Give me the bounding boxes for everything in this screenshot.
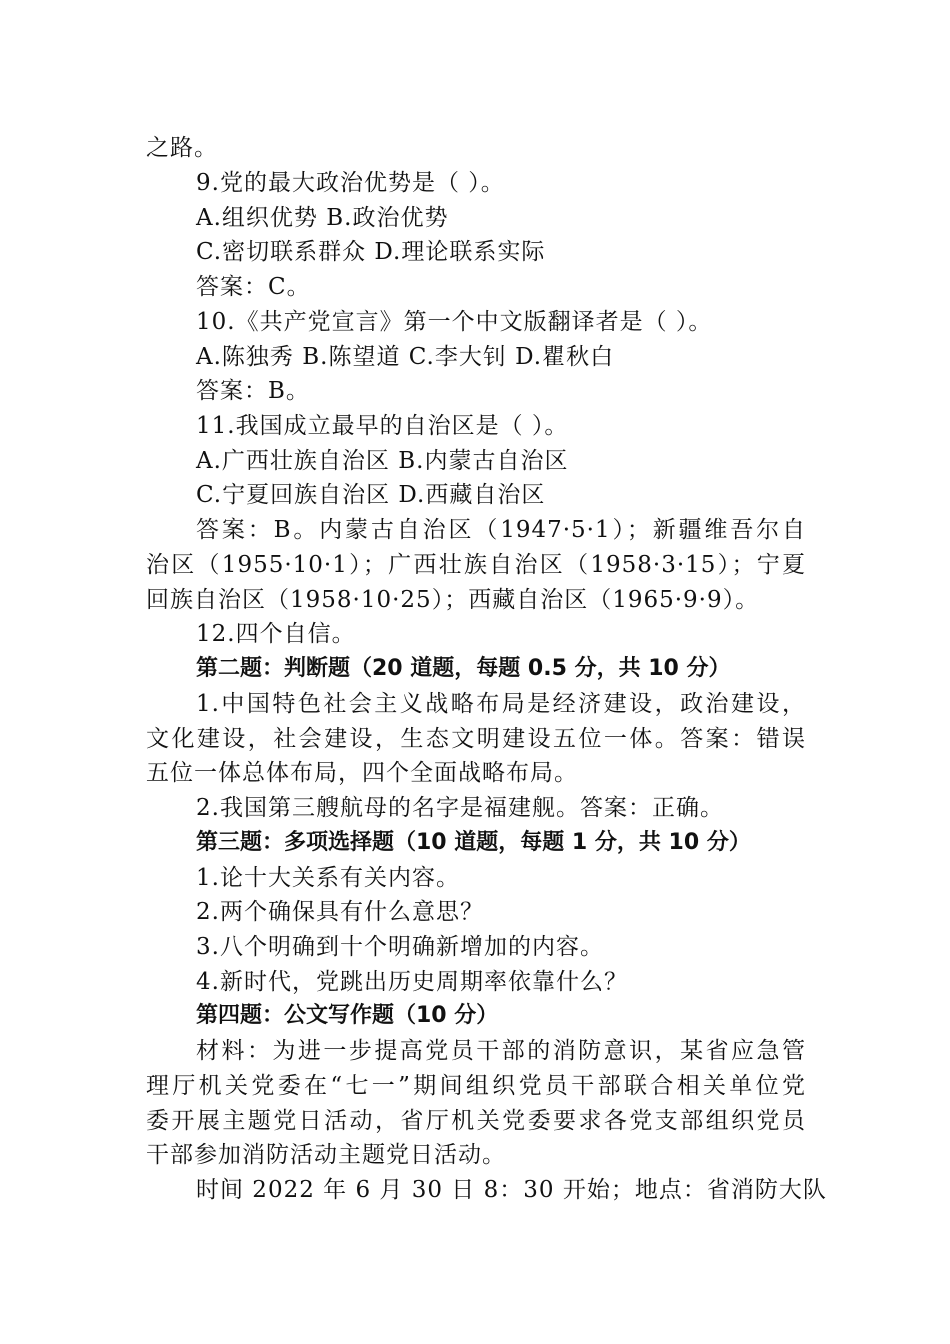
text-line: 之路。 <box>146 135 218 161</box>
question-10-options: A.陈独秀 B.陈望道 C.李大钊 D.瞿秋白 <box>196 344 615 370</box>
question-11-answer-cont: 治区（1955·10·1）；广西壮族自治区（1958·3·15）；宁夏 <box>146 552 806 578</box>
question-11-options-ab: A.广西壮族自治区 B.内蒙古自治区 <box>196 448 569 474</box>
question-12: 12.四个自信。 <box>196 621 356 647</box>
question-10-answer: 答案：B。 <box>196 378 310 404</box>
time-location-line: 时间 2022 年 6 月 30 日 8：30 开始；地点：省消防大队 <box>196 1177 827 1203</box>
question-11: 11.我国成立最早的自治区是（ ）。 <box>196 413 569 439</box>
section-heading-4: 第四题：公文写作题（10 分） <box>196 1003 499 1028</box>
question-9: 9.党的最大政治优势是（ ）。 <box>196 170 505 196</box>
question-9-options-ab: A.组织优势 B.政治优势 <box>196 205 449 231</box>
question-9-options-cd: C.密切联系群众 D.理论联系实际 <box>196 239 546 265</box>
question-11-options-cd: C.宁夏回族自治区 D.西藏自治区 <box>196 482 546 508</box>
judge-item-2: 2.我国第三艘航母的名字是福建舰。答案：正确。 <box>196 795 724 821</box>
multi-item-2: 2.两个确保具有什么意思？ <box>196 899 484 925</box>
question-10: 10.《共产党宣言》第一个中文版翻译者是（ ）。 <box>196 309 713 335</box>
question-11-answer: 答案：B。内蒙古自治区（1947·5·1）；新疆维吾尔自 <box>196 517 806 543</box>
judge-item-1-cont: 文化建设，社会建设，生态文明建设五位一体。答案：错误 <box>146 726 806 752</box>
material-paragraph-cont: 委开展主题党日活动，省厅机关党委要求各党支部组织党员 <box>146 1108 806 1134</box>
multi-item-4: 4.新时代，党跳出历史周期率依靠什么？ <box>196 969 628 995</box>
multi-item-3: 3.八个明确到十个明确新增加的内容。 <box>196 934 604 960</box>
judge-item-1: 1.中国特色社会主义战略布局是经济建设，政治建设， <box>196 691 806 717</box>
section-heading-2: 第二题：判断题（20 道题，每题 0.5 分，共 10 分） <box>196 656 731 681</box>
judge-item-1-cont: 五位一体总体布局，四个全面战略布局。 <box>146 760 578 786</box>
multi-item-1: 1.论十大关系有关内容。 <box>196 865 460 891</box>
question-11-answer-cont: 回族自治区（1958·10·25）；西藏自治区（1965·9·9）。 <box>146 587 760 613</box>
section-heading-3: 第三题：多项选择题（10 道题，每题 1 分，共 10 分） <box>196 830 751 855</box>
material-paragraph-cont: 理厅机关党委在“七一”期间组织党员干部联合相关单位党 <box>146 1073 806 1099</box>
material-paragraph-cont: 干部参加消防活动主题党日活动。 <box>146 1142 506 1168</box>
question-9-answer: 答案：C。 <box>196 274 311 300</box>
material-paragraph: 材料：为进一步提高党员干部的消防意识，某省应急管 <box>196 1038 806 1064</box>
